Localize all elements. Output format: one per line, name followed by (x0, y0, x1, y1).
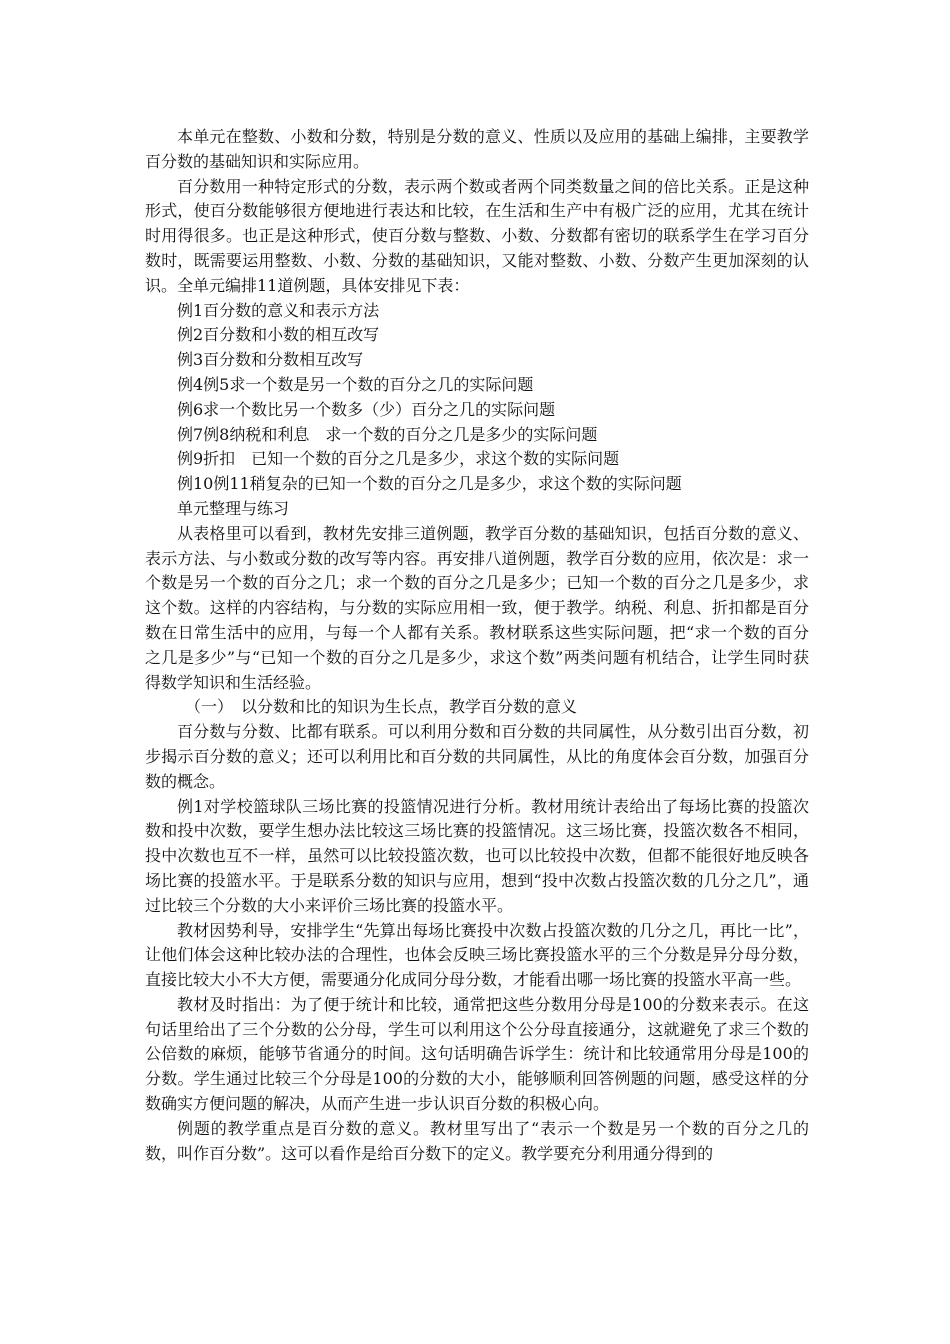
list-item: 例9折扣 已知一个数的百分之几是多少，求这个数的实际问题 (177, 449, 620, 469)
list-item: 例2百分数和小数的相互改写 (177, 325, 380, 345)
paragraph-denominator-100: 教材及时指出：为了便于统计和比较，通常把这些分数用分母是100的分数来表示。在这句话里给出了三个分数的公分母，学生可以利用这个公分母直接通分，这就避免了求三个数的公倍数的麻烦，能够节省通分的时间。这句话明确告诉学生：统计和比较通常用分母是100的分数。学生通过比较三个分母是100的分数的大小，能够顺利回答例题的问题，感受这样的分数确实方便问题的解决，从而产生进一步认识百分数的积极心向。 (145, 994, 809, 1114)
paragraph-example-1: 例1对学校篮球队三场比赛的投篮情况进行分析。教材用统计表给出了每场比赛的投篮次数和投中次数，要学生想办法比较这三场比赛的投篮情况。这三场比赛，投篮次数各不相同，投中次数也互不一样，虽然可以比较投篮次数，也可以比较投中次数，但都不能很好地反映各场比赛的投篮水平。于是联系分数的知识与应用，想到“投中次数占投篮次数的几分之几”，通过比较三个分数的大小来评价三场比赛的投篮水平。 (145, 796, 809, 915)
list-item: 例7例8纳税和利息 求一个数的百分之几是多少的实际问题 (177, 424, 598, 444)
list-item: 例6求一个数比另一个数多（少）百分之几的实际问题 (177, 399, 556, 419)
list-item: 例1百分数的意义和表示方法 (177, 300, 380, 320)
list-item: 单元整理与练习 (177, 498, 290, 518)
list-item: 例4例5求一个数是另一个数的百分之几的实际问题 (177, 374, 534, 394)
paragraph-table-analysis: 从表格里可以看到，教材先安排三道例题，教学百分数的基础知识，包括百分数的意义、表示方法、与小数或分数的改写等内容。再安排八道例题，教学百分数的应用，依次是：求一个数是另一个数的百分之几；求一个数的百分之几是多少；已知一个数的百分之几是多少，求这个数。这样的内容结构，与分数的实际应用相一致，便于教学。纳税、利息、折扣都是百分数在日常生活中的应用，与每一个人都有关系。教材联系这些实际问题，把“求一个数的百分之几是多少”与“已知一个数的百分之几是多少，求这个数”两类问题有机结合，让学生同时获得数学知识和生活经验。 (145, 523, 809, 692)
document-body (145, 125, 809, 1166)
section-heading: （一） 以分数和比的知识为生长点，教学百分数的意义 (185, 697, 578, 717)
list-item: 例10例11稍复杂的已知一个数的百分之几是多少，求这个数的实际问题 (177, 474, 682, 494)
paragraph-relation: 百分数与分数、比都有联系。可以利用分数和百分数的共同属性，从分数引出百分数，初步揭示百分数的意义；还可以利用比和百分数的共同属性，从比的角度体会百分数，加强百分数的概念。 (145, 722, 809, 791)
paragraph-guidance: 教材因势利导，安排学生“先算出每场比赛投中次数占投篮次数的几分之几，再比一比”，让他们体会这种比较办法的合理性，也体会反映三场比赛投篮水平的三个分数是异分母分数，直接比较大小不大方便，需要通分化成同分母分数，才能看出哪一场比赛的投篮水平高一些。 (145, 920, 809, 990)
paragraph-teaching-focus: 例题的教学重点是百分数的意义。教材里写出了“表示一个数是另一个数的百分之几的数，叫作百分数”。这可以看作是给百分数下的定义。教学要充分利用通分得到的 (145, 1118, 809, 1163)
list-item: 例3百分数和分数相互改写 (177, 350, 364, 370)
paragraph-percent-definition: 百分数用一种特定形式的分数，表示两个数或者两个同类数量之间的倍比关系。正是这种形式，使百分数能够很方便地进行表达和比较，在生活和生产中有极广泛的应用，尤其在统计时用得很多。也正是这种形式，使百分数与整数、小数、分数都有密切的联系学生在学习百分数时，既需要运用整数、小数、分数的基础知识，又能对整数、小数、分数产生更加深刻的认识。全单元编排11道例题，具体安排见下表： (145, 176, 809, 295)
paragraph-intro: 本单元在整数、小数和分数，特别是分数的意义、性质以及应用的基础上编排，主要教学百分数的基础知识和实际应用。 (145, 127, 809, 171)
